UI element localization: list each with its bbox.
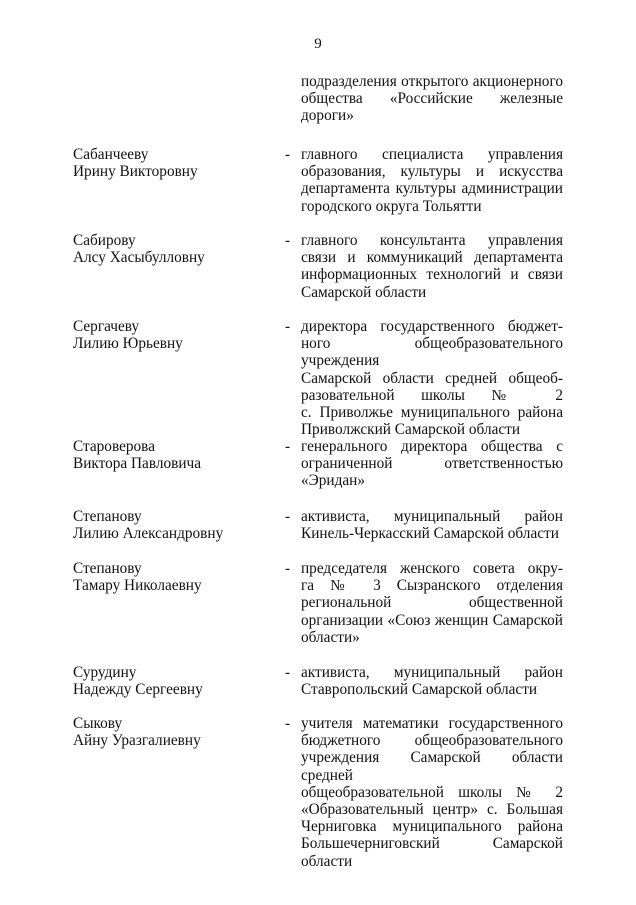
dash-separator: -	[285, 560, 291, 577]
description-line: общеобразовательной школы № 2	[301, 783, 563, 801]
description-line: Черниговка муниципального района	[301, 818, 563, 836]
position-description	[301, 146, 563, 215]
person-name	[73, 715, 273, 749]
position-description	[301, 232, 563, 301]
description-line: учреждения Самарской области средней	[301, 749, 563, 784]
person-entry	[0, 318, 636, 439]
position-description	[301, 508, 563, 542]
position-description	[301, 438, 563, 490]
lead-line: дороги»	[301, 107, 354, 125]
description-line: главного специалиста управления	[301, 146, 563, 163]
surname: Сергачеву	[73, 318, 140, 335]
dash-separator: -	[285, 664, 291, 681]
surname: Степанову	[73, 508, 142, 525]
page-number: 9	[314, 36, 322, 52]
person-entry	[0, 508, 636, 543]
continued-description	[301, 73, 563, 125]
person-entry	[0, 560, 636, 646]
given-name: Ирину Викторовну	[73, 163, 198, 181]
surname: Сурудину	[73, 664, 137, 681]
description-line: разовательной школы № 2	[301, 386, 563, 404]
description-line: области	[301, 852, 353, 870]
person-name	[73, 318, 273, 352]
dash-separator: -	[285, 715, 291, 732]
position-description	[301, 560, 563, 646]
given-name: Тамару Николаевну	[73, 577, 202, 595]
surname: Сыкову	[73, 715, 123, 732]
given-name: Надежду Сергеевну	[73, 681, 203, 699]
person-name	[73, 560, 273, 594]
description-line: председателя женского совета окру-	[301, 560, 563, 577]
description-line: «Эридан»	[301, 472, 365, 490]
surname: Степанову	[73, 560, 142, 577]
given-name: Виктора Павловича	[73, 455, 202, 473]
description-line: директора государственного бюджет-	[301, 318, 563, 335]
description-line: Самарской области средней общеоб-	[301, 369, 563, 387]
person-entry	[0, 146, 636, 215]
person-entry	[0, 232, 636, 301]
surname: Староверова	[73, 438, 155, 455]
position-description	[301, 318, 563, 438]
description-line: информационных технологий и связи	[301, 266, 563, 284]
description-line: Большечерниговский Самарской	[301, 835, 563, 853]
given-name: Алсу Хасыбулловну	[73, 249, 205, 267]
given-name: Лилию Александровну	[73, 525, 224, 543]
description-line: организации «Союз женщин Самарской	[301, 611, 563, 629]
position-description	[301, 715, 563, 870]
description-line: городского округа Тольятти	[301, 197, 482, 215]
surname: Сабанчееву	[73, 146, 149, 163]
dash-separator: -	[285, 232, 291, 249]
description-line: региональной общественной	[301, 594, 563, 612]
lead-line: подразделения открытого акционерного	[301, 73, 563, 90]
position-description	[301, 664, 563, 698]
person-entry	[0, 664, 636, 699]
dash-separator: -	[285, 508, 291, 525]
lead-line: общества «Российские железные	[301, 90, 563, 108]
person-name	[73, 232, 273, 266]
description-line: главного консультанта управления	[301, 232, 563, 249]
description-line: Кинель-Черкасский Самарской области	[301, 525, 559, 543]
given-name: Айну Уразгалиевну	[73, 732, 201, 750]
description-line: Ставропольский Самарской области	[301, 681, 538, 699]
description-line: учителя математики государственного	[301, 715, 563, 732]
description-line: Самарской области	[301, 283, 427, 301]
description-line: «Образовательный центр» с. Большая	[301, 801, 563, 819]
description-line: га № 3 Сызранского отделения	[301, 577, 563, 595]
description-line: генерального директора общества с	[301, 438, 563, 455]
dash-separator: -	[285, 438, 291, 455]
person-entry	[0, 715, 636, 870]
person-name	[73, 508, 273, 542]
given-name: Лилию Юрьевну	[73, 335, 183, 353]
description-line: активиста, муниципальный район	[301, 664, 563, 681]
description-line: области»	[301, 628, 360, 646]
description-line: ограниченной ответственностью	[301, 455, 563, 473]
description-line: с. Приволжье муниципального района	[301, 404, 563, 422]
surname: Сабирову	[73, 232, 136, 249]
description-line: Приволжский Самарской области	[301, 421, 521, 439]
description-line: образования, культуры и искусства	[301, 163, 563, 181]
dash-separator: -	[285, 318, 291, 335]
description-line: бюджетного общеобразовательного	[301, 732, 563, 750]
person-name	[73, 664, 273, 698]
person-name	[73, 146, 273, 180]
dash-separator: -	[285, 146, 291, 163]
description-line: активиста, муниципальный район	[301, 508, 563, 525]
description-line: связи и коммуникаций департамента	[301, 249, 563, 267]
description-line: департамента культуры администрации	[301, 180, 563, 198]
person-entry	[0, 438, 636, 490]
description-line: ного общеобразовательного учреждения	[301, 335, 563, 370]
person-name	[73, 438, 273, 472]
